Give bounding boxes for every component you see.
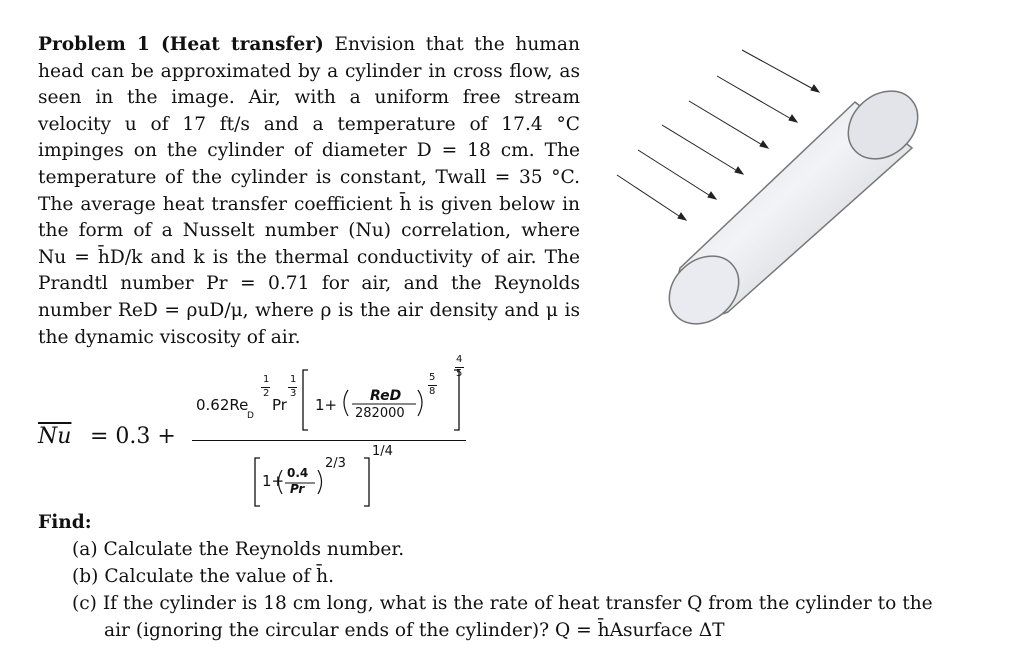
find-item: air (ignoring the circular ends of the cylinder)? Q = h̄Asurface ΔT [104,620,725,641]
arrowhead-icon [760,141,768,148]
formula-lhs: $\overline{Nu}$ [38,424,72,449]
re-sub: D [247,411,254,421]
exp-half-num: 1 [263,374,270,385]
problem-paragraph [38,32,580,351]
arrowhead-icon [678,213,686,220]
find-list [72,536,933,644]
find-label: Find: [38,512,92,533]
numerator-pr: Pr [272,396,287,414]
problem-line: impinges on the cylinder of diameter D = 18 cm. The [38,140,580,162]
problem-heading: Problem 1 (Heat transfer) [38,34,324,55]
problem-line: seen in the image. Air, with a uniform free stream [38,87,580,109]
find-item: (a) Calculate the Reynolds number. [72,539,405,560]
flow-arrow [617,175,682,218]
re-frac-num: ReD [370,388,402,404]
den-one-plus: 1+ [262,472,285,490]
find-item: (b) Calculate the value of h̄. [72,566,335,587]
flow-arrow [689,101,764,146]
one-plus: 1+ [315,396,338,414]
den-exp: 2/3 [325,456,346,471]
numerator-coef: 0.62Re [196,396,249,414]
problem-line: Prandtl number Pr = 0.71 for air, and the Reynolds [38,273,580,295]
exp-58-num: 5 [429,372,436,383]
den-outer-exp: 1/4 [372,444,393,459]
formula-equals: = 0.3 + [90,424,176,449]
re-frac-den: 282000 [355,406,405,421]
exp-58-den: 8 [429,386,436,397]
problem-line: temperature of the cylinder is constant, Twall = 35 °C. [38,166,580,188]
den-den: Pr [290,482,305,496]
arrowhead-icon [811,85,819,92]
problem-line: Envision that the human [334,34,580,55]
exp-half-den: 2 [263,388,270,399]
arrowhead-icon [789,115,797,122]
flow-arrow [662,125,739,172]
exp-third-num: 1 [290,374,297,385]
problem-line: number ReD = ρuD/μ, where ρ is the air density and μ is [38,299,580,321]
problem-line: The average heat transfer coefficient h̄ is given below in [38,193,580,215]
arrowhead-icon [735,167,743,174]
problem-line: velocity u of 17 ft/s and a temperature of 17.4 °C [38,113,580,135]
fraction-bar [192,440,466,441]
problem-line: head can be approximated by a cylinder in cross flow, as [38,60,580,82]
flow-arrow [717,76,793,120]
flow-arrow [638,150,712,197]
exp-45-num: 4 [456,354,463,365]
problem-line: Nu = h̄D/k and k is the thermal conductivity of air. The [38,246,580,268]
problem-line: the dynamic viscosity of air. [38,326,301,348]
den-num: 0.4 [287,466,309,480]
nusselt-formula [0,352,520,512]
flow-arrow [742,50,815,90]
problem-line: the form of a Nusselt number (Nu) correlation, where [38,220,580,242]
arrowhead-icon [708,192,716,199]
find-item: (c) If the cylinder is 18 cm long, what is the rate of heat transfer Q from the cylinder to the [72,593,933,614]
cylinder-cross-flow-figure [600,40,1020,340]
exp-third-den: 3 [290,388,297,399]
exp-45-den: 5 [456,368,463,379]
